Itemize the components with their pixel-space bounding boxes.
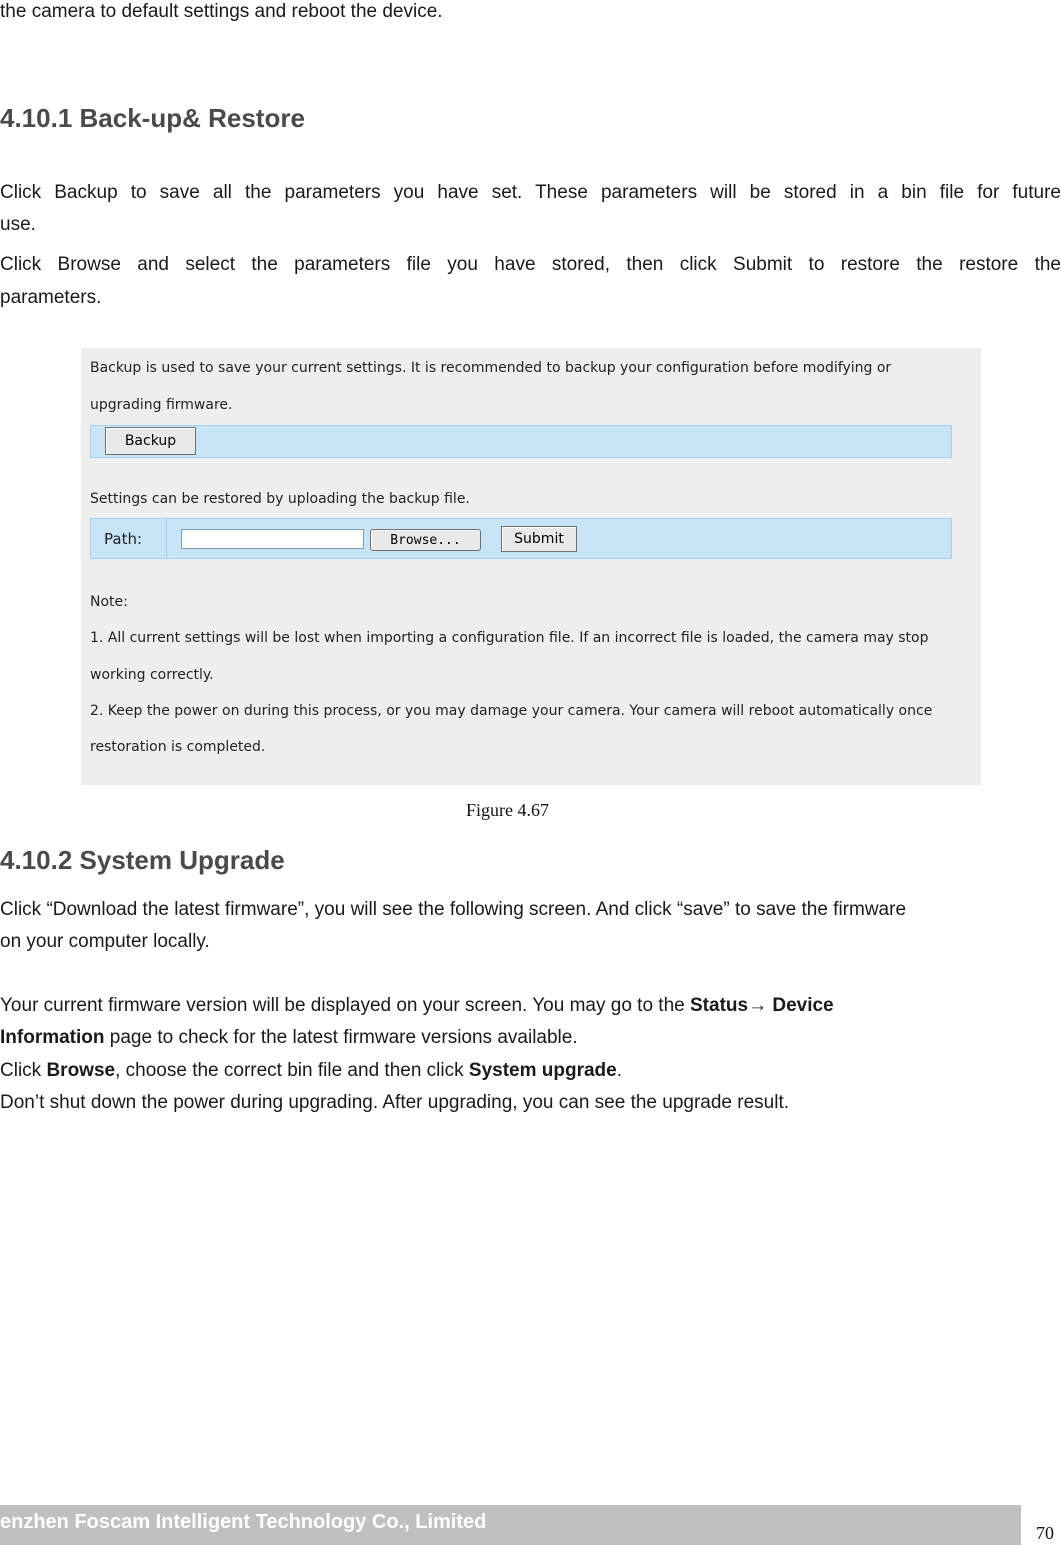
backup-restore-panel	[81, 348, 981, 785]
device-bold: Device	[767, 995, 834, 1016]
firmware-para-text: Your current firmware version will be displayed on your screen. You may go to the	[0, 995, 690, 1016]
browse-bold: Browse	[46, 1060, 116, 1081]
upgrade-para-line2: on your computer locally.	[0, 931, 210, 952]
restore-para-line2: parameters.	[0, 287, 102, 308]
information-bold: Information	[0, 1027, 105, 1048]
backup-description-line1: Backup is used to save your current settings. It is recommended to backup your configuration before modifying or	[90, 360, 892, 376]
firmware-para-post: page to check for the latest firmware versions available.	[104, 1027, 578, 1048]
page-number: 70	[1036, 1523, 1054, 1543]
backup-para-line2: use.	[0, 214, 36, 235]
note1-line2: working correctly.	[90, 667, 214, 683]
note2-line2: restoration is completed.	[90, 739, 266, 755]
browse-instruction-mid: , choose the correct bin file and then click	[115, 1060, 469, 1081]
browse-instruction-line	[0, 1059, 622, 1083]
figure-caption: Figure 4.67	[466, 800, 549, 820]
footer-company: enzhen Foscam Intelligent Technology Co., Limited	[0, 1511, 487, 1533]
path-input[interactable]	[181, 529, 364, 549]
note2-line1: 2. Keep the power on during this process, or you may damage your camera. Your camera will reboot automatically once	[90, 703, 933, 719]
browse-button[interactable]: Browse...	[370, 529, 481, 551]
backup-para-line1: Click Backup to save all the parameters you have set. These parameters will be stored in a bin file for future	[0, 182, 1061, 203]
intro-tail-text: the camera to default settings and reboot the device.	[0, 1, 443, 22]
firmware-para-line2	[0, 1026, 578, 1050]
section-heading-backup-restore: 4.10.1 Back-up& Restore	[0, 103, 305, 133]
footer-bar	[0, 1505, 1021, 1545]
restore-para-line1: Click Browse and select the parameters file you have stored, then click Submit to restore the restore the	[0, 254, 1061, 275]
click-word: Click	[0, 1060, 47, 1081]
status-bold: Status	[690, 995, 749, 1016]
section-heading-system-upgrade: 4.10.2 System Upgrade	[0, 845, 285, 875]
backup-button[interactable]: Backup	[105, 427, 196, 455]
upgrade-para-line1: Click “Download the latest firmware”, you will see the following screen. And click “save” to save the firmware	[0, 899, 907, 920]
restore-description: Settings can be restored by uploading the backup file.	[90, 491, 470, 507]
path-label: Path:	[91, 519, 167, 558]
browse-instruction-end: .	[616, 1060, 623, 1081]
note-title: Note:	[90, 594, 128, 610]
backup-description-line2: upgrading firmware.	[90, 397, 233, 413]
submit-button[interactable]: Submit	[501, 526, 577, 552]
restore-row	[90, 518, 952, 559]
arrow-icon: →	[748, 995, 768, 1016]
system-upgrade-bold: System upgrade	[468, 1060, 617, 1081]
power-warning-line: Don’t shut down the power during upgrading. After upgrading, you can see the upgrade result.	[0, 1092, 790, 1113]
backup-row	[90, 425, 952, 458]
note1-line1: 1. All current settings will be lost when importing a configuration file. If an incorrect file is loaded, the camera may stop	[90, 630, 929, 646]
firmware-para-line1	[0, 994, 834, 1018]
